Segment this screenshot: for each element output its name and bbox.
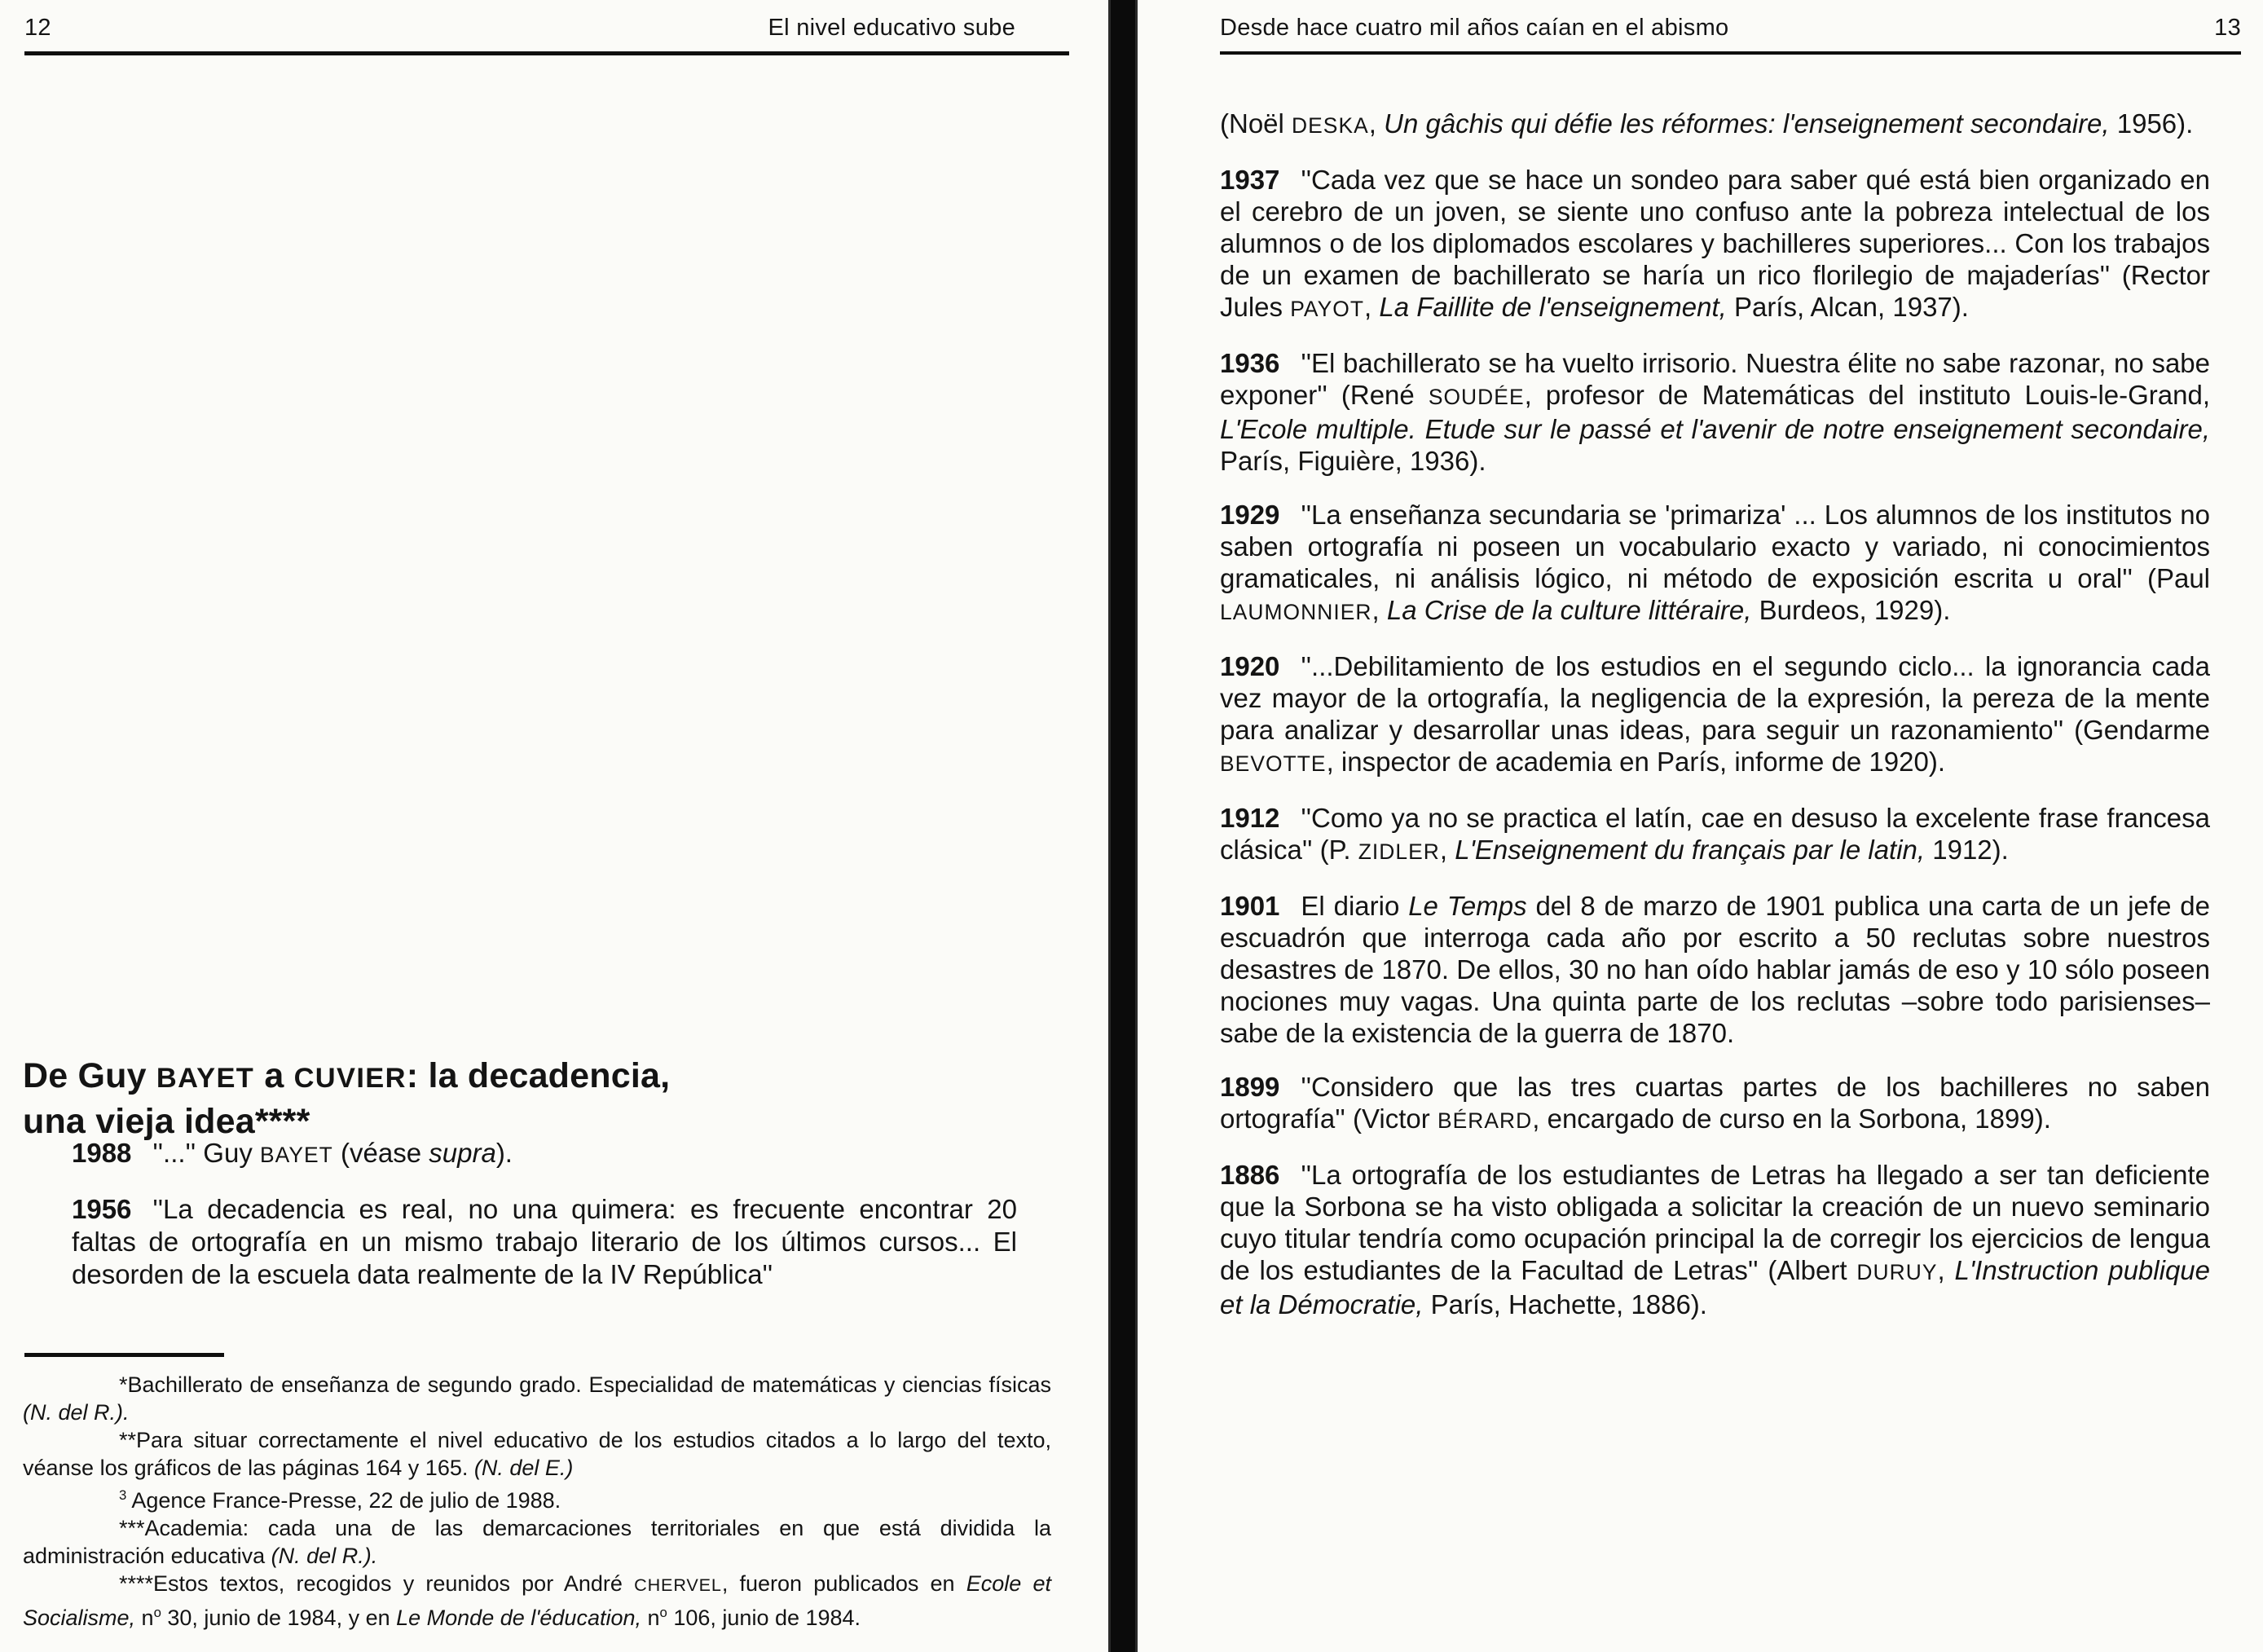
left-entries [72, 1137, 1017, 1313]
entry-body: ''...'' Guy BAYET (véase supra). [152, 1138, 513, 1168]
entry-1886 [1220, 1159, 2210, 1320]
entry-year: 1899 [1220, 1072, 1280, 1102]
entry-year: 1936 [1220, 348, 1280, 378]
entry-year: 1901 [1220, 891, 1280, 921]
entry-body: ''Considero que las tres cuartas partes de los bachilleres no saben ortografía'' (Victor BÉRARD, encargado de curso en la Sorbona, 1899). [1220, 1072, 2210, 1134]
entry-1956 [72, 1193, 1017, 1291]
left-running-header: El nivel educativo sube [768, 15, 1015, 41]
footnote-separator-rule [24, 1353, 224, 1357]
footnote-3: $^3$ Agence France-Presse, 22 de julio de 1988. [119, 1487, 561, 1513]
footnote-4: ***Academia: cada una de las demarcaciones territoriales en que está dividida la administración educativa (N. del R.). [23, 1516, 1051, 1568]
entry-1920 [1220, 650, 2210, 780]
entry-1929 [1220, 499, 2210, 628]
left-running-header-row [24, 15, 1069, 55]
footnote-2: **Para situar correctamente el nivel educativo de los estudios citados a lo largo del texto, véanse los gráficos de las páginas 164 y 165. (N. del E.) [23, 1428, 1051, 1480]
entry-year: 1912 [1220, 803, 1280, 833]
intro-paragraph: (Noël DESKA, Un gâchis qui défie les réformes: l'enseignement secondaire, 1956). [1220, 108, 2194, 139]
entry-body: ''La enseñanza secundaria se 'primariza' ... Los alumnos de los institutos no saben ortografía ni poseen un vocabulario exacto y variado, ni conocimientos gramaticales, ni análisis lógico, ni método de exposición escrita u oral'' (Paul LAUMONNIER, La Crise de la culture littéraire, Burdeos, 1929). [1220, 500, 2210, 625]
entry-1988 [72, 1137, 1017, 1171]
entry-body: ''...Debilitamiento de los estudios en el segundo ciclo... la ignorancia cada vez mayor de la ortografía, la negligencia de la expresión, la pereza de la mente para analizar y desarrollar unas ideas, para seguir un razonamiento'' (Gendarme BEVOTTE, inspector de academia en París, informe de 1920). [1220, 651, 2210, 777]
entry-1912 [1220, 802, 2210, 868]
left-page-number: 12 [24, 15, 51, 41]
entry-1937 [1220, 164, 2210, 325]
book-binding-gutter [1111, 0, 1135, 1652]
entry-1899 [1220, 1071, 2210, 1137]
entry-year: 1988 [72, 1138, 132, 1168]
entry-body: ''Como ya no se practica el latín, cae en desuso la excelente frase francesa clásica'' (P. ZIDLER, L'Enseignement du français par le latin, 1912). [1220, 803, 2210, 865]
entry-1936 [1220, 347, 2210, 477]
entry-body: ''El bachillerato se ha vuelto irrisorio. Nuestra élite no sabe razonar, no sabe exponer'' (René SOUDÉE, profesor de Matemáticas del instituto Louis-le-Grand, L'Ecole multiple. Etude sur le passé et l'avenir de notre enseignement secondaire, París, Figuière, 1936). [1220, 348, 2210, 476]
right-running-header: Desde hace cuatro mil años caían en el abismo [1220, 15, 1729, 41]
entry-year: 1886 [1220, 1160, 1280, 1190]
footnote-5: ****Estos textos, recogidos y reunidos por André CHERVEL, fueron publicados en Ecole et Socialisme, $n^o$ 30, junio de 1984, y en Le Monde de l'éducation, $n^o$ 106, junio de 1984. [23, 1571, 1051, 1630]
entry-body: ''La decadencia es real, no una quimera: es frecuente encontrar 20 faltas de ortografía en un mismo trabajo literario de los últimos cursos... El desorden de la escuela data realmente de la IV República'' [72, 1194, 1017, 1289]
entry-year: 1956 [72, 1194, 132, 1224]
footnote-1: *Bachillerato de enseñanza de segundo grado. Especialidad de matemáticas y ciencias físicas (N. del R.). [23, 1372, 1051, 1425]
entry-year: 1937 [1220, 165, 1280, 195]
right-entries [1220, 108, 2210, 1342]
right-running-header-row [1220, 15, 2241, 55]
entry-year: 1920 [1220, 651, 1280, 681]
section-heading: De Guy BAYET a CUVIER: la decadencia, una vieja idea**** [23, 1055, 671, 1141]
entry-body: El diario Le Temps del 8 de marzo de 1901 publica una carta de un jefe de escuadrón que interroga cada año por escrito a 50 reclutas sobre nuestros desastres de 1870. De ellos, 30 no han oído hablar jamás de eso y 10 sólo poseen nociones muy vagas. Una quinta parte de los reclutas –sobre todo parisienses– sabe de la existencia de la guerra de 1870. [1220, 891, 2210, 1048]
entry-body: ''Cada vez que se hace un sondeo para saber qué está bien organizado en el cerebro de un joven, se siente uno confuso ante la pobreza intelectual de los alumnos o de los diplomados escolares y bachilleres superiores... Con los trabajos de un examen de bachillerato se haría un rico florilegio de majaderías'' (Rector Jules PAYOT, La Faillite de l'enseignement, París, Alcan, 1937). [1220, 165, 2210, 322]
entry-year: 1929 [1220, 500, 1280, 530]
entry-1901 [1220, 890, 2210, 1049]
footnotes [23, 1371, 1051, 1632]
right-page-number: 13 [2214, 15, 2241, 41]
entry-body: ''La ortografía de los estudiantes de Letras ha llegado a ser tan deficiente que la Sorbona se ha visto obligada a solicitar la creación de un nuevo seminario cuyo titular tendría como ocupación principal la de corregir los ejercicios de lengua de los estudiantes de la Facultad de Letras'' (Albert DURUY, L'Instruction publique et la Démocratie, París, Hachette, 1886). [1220, 1160, 2211, 1319]
